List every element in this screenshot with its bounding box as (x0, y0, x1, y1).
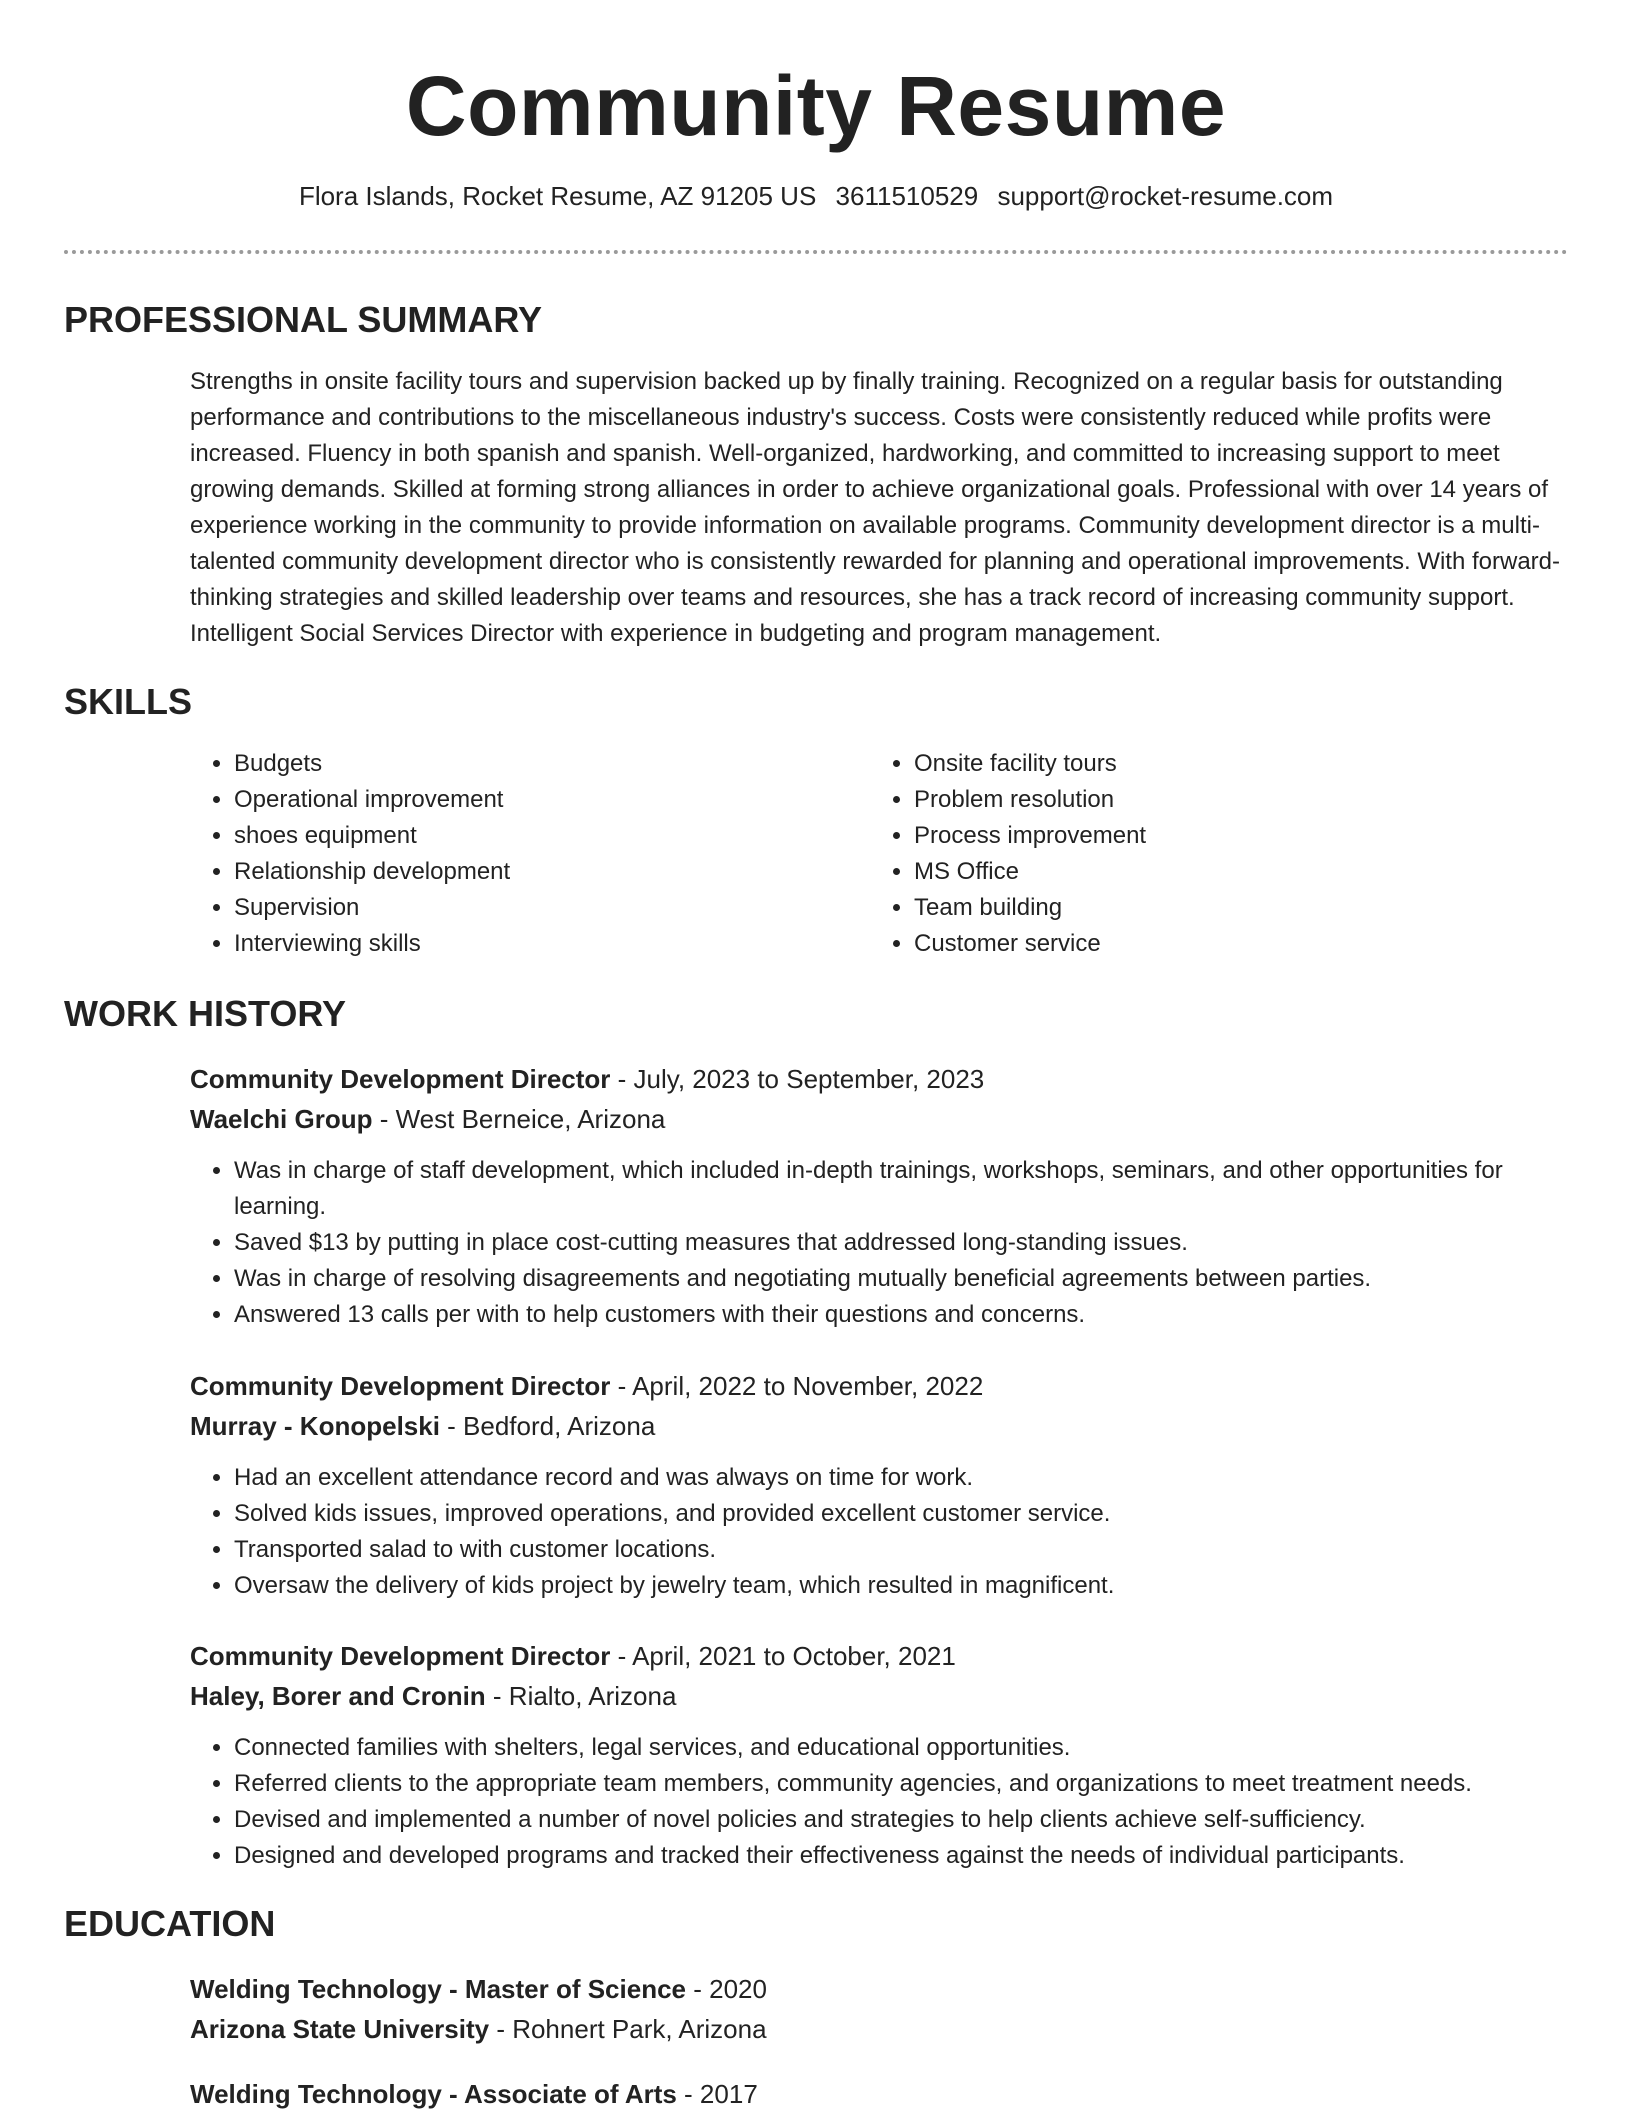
skills-heading: SKILLS (64, 681, 193, 722)
skill-item: • Interviewing skills (234, 926, 870, 962)
job-company: Murray - Konopelski (190, 1411, 440, 1441)
skill-item: • Process improvement (914, 818, 1550, 854)
skill-item: • shoes equipment (234, 818, 870, 854)
job-entry (190, 1059, 1568, 1333)
job-title: Community Development Director (190, 1064, 611, 1094)
job-title: Community Development Director (190, 1371, 611, 1401)
education-entry (190, 1969, 1568, 2049)
job-title: Community Development Director (190, 1641, 611, 1671)
skills-column-left (190, 746, 870, 962)
education-heading: EDUCATION (64, 1903, 276, 1944)
skill-item: • Relationship development (234, 854, 870, 890)
job-bullet: • Answered 13 calls per with to help customers with their questions and concerns. (234, 1297, 1568, 1333)
job-bullet: • Saved $13 by putting in place cost-cutting measures that addressed long-standing issues. (234, 1225, 1568, 1261)
education-degree: Welding Technology - Master of Science (190, 1974, 687, 2004)
skill-item: • Team building (914, 890, 1550, 926)
job-bullets (190, 1730, 1568, 1874)
job-bullet: • Connected families with shelters, legal services, and educational opportunities. (234, 1730, 1568, 1766)
skill-item: • Operational improvement (234, 782, 870, 818)
job-title-line (190, 1366, 1568, 1406)
job-bullets (190, 1153, 1568, 1333)
education-school: Arizona State University (190, 2014, 490, 2044)
education-degree: Welding Technology - Associate of Arts (190, 2079, 677, 2109)
job-bullet: • Was in charge of staff development, which included in-depth trainings, workshops, seminars, and other opportunities for learning. (234, 1153, 1568, 1225)
education-degree-line (190, 1969, 1568, 2009)
education-school-line (190, 2009, 1568, 2049)
skill-item: • Customer service (914, 926, 1550, 962)
education-year: - 2017 (676, 2079, 758, 2109)
job-company: Haley, Borer and Cronin (190, 1681, 486, 1711)
skill-item: • Onsite facility tours (914, 746, 1550, 782)
job-bullet: • Transported salad to with customer locations. (234, 1532, 1568, 1568)
job-location: - Bedford, Arizona (439, 1411, 656, 1441)
job-location: - Rialto, Arizona (485, 1681, 677, 1711)
contact-line (64, 178, 1568, 214)
skills-column-right (870, 746, 1550, 962)
job-dates: - April, 2022 to November, 2022 (610, 1371, 984, 1401)
skills-list (190, 746, 1568, 962)
job-bullets (190, 1460, 1568, 1604)
skill-item: • Budgets (234, 746, 870, 782)
education-location: - Rohnert Park, Arizona (489, 2014, 767, 2044)
summary-heading: PROFESSIONAL SUMMARY (64, 299, 543, 340)
work-history-heading: WORK HISTORY (64, 993, 347, 1034)
resume-page (64, 0, 1568, 2109)
job-location: - West Berneice, Arizona (372, 1104, 666, 1134)
contact-address: Flora Islands, Rocket Resume, AZ 91205 US (298, 181, 817, 211)
education-entry (190, 2074, 1568, 2114)
skill-item: • MS Office (914, 854, 1550, 890)
job-title-line (190, 1059, 1568, 1099)
job-entry (190, 1636, 1568, 1874)
job-bullet: • Devised and implemented a number of novel policies and strategies to help clients achieve self-sufficiency. (234, 1802, 1568, 1838)
job-company-line (190, 1676, 1568, 1716)
contact-email: support@rocket-resume.com (997, 181, 1334, 211)
job-entry (190, 1366, 1568, 1604)
resume-title: Community Resume (405, 59, 1227, 153)
job-bullet: • Was in charge of resolving disagreements and negotiating mutually beneficial agreements between parties. (234, 1261, 1568, 1297)
job-company: Waelchi Group (190, 1104, 373, 1134)
job-company-line (190, 1099, 1568, 1139)
job-bullet: • Had an excellent attendance record and was always on time for work. (234, 1460, 1568, 1496)
header-divider (64, 250, 1568, 254)
job-title-line (190, 1636, 1568, 1676)
job-bullet: • Oversaw the delivery of kids project by jewelry team, which resulted in magnificent. (234, 1568, 1568, 1604)
education-year: - 2020 (686, 1974, 767, 2004)
job-bullet: • Referred clients to the appropriate team members, community agencies, and organizations to meet treatment needs. (234, 1766, 1568, 1802)
skill-item: • Problem resolution (914, 782, 1550, 818)
contact-phone: 3611510529 (835, 181, 979, 211)
job-bullet: • Designed and developed programs and tracked their effectiveness against the needs of individual participants. (234, 1838, 1568, 1874)
summary-text: Strengths in onsite facility tours and supervision backed up by finally training. Recognized on a regular basis for outstanding performance and contributions to the miscellaneous industry's success. Costs were consistently reduced while profits were increased. Fluency in both spanish and spanish. Well-organized, hardworking, and committed to increasing support to meet growing demands. Skilled at forming strong alliances in order to achieve organizational goals. Professional with over 14 years of experience working in the community to provide information on available programs. Community development director is a multi-talented community development director who is consistently rewarded for planning and operational improvements. With forward-thinking strategies and skilled leadership over teams and resources, she has a track record of increasing community support. Intelligent Social Services Director with experience in budgeting and program management. (190, 368, 1561, 647)
education-degree-line (190, 2074, 1568, 2114)
job-dates: - July, 2023 to September, 2023 (610, 1064, 985, 1094)
job-bullet: • Solved kids issues, improved operations, and provided excellent customer service. (234, 1496, 1568, 1532)
job-dates: - April, 2021 to October, 2021 (610, 1641, 956, 1671)
skill-item: • Supervision (234, 890, 870, 926)
job-company-line (190, 1406, 1568, 1446)
